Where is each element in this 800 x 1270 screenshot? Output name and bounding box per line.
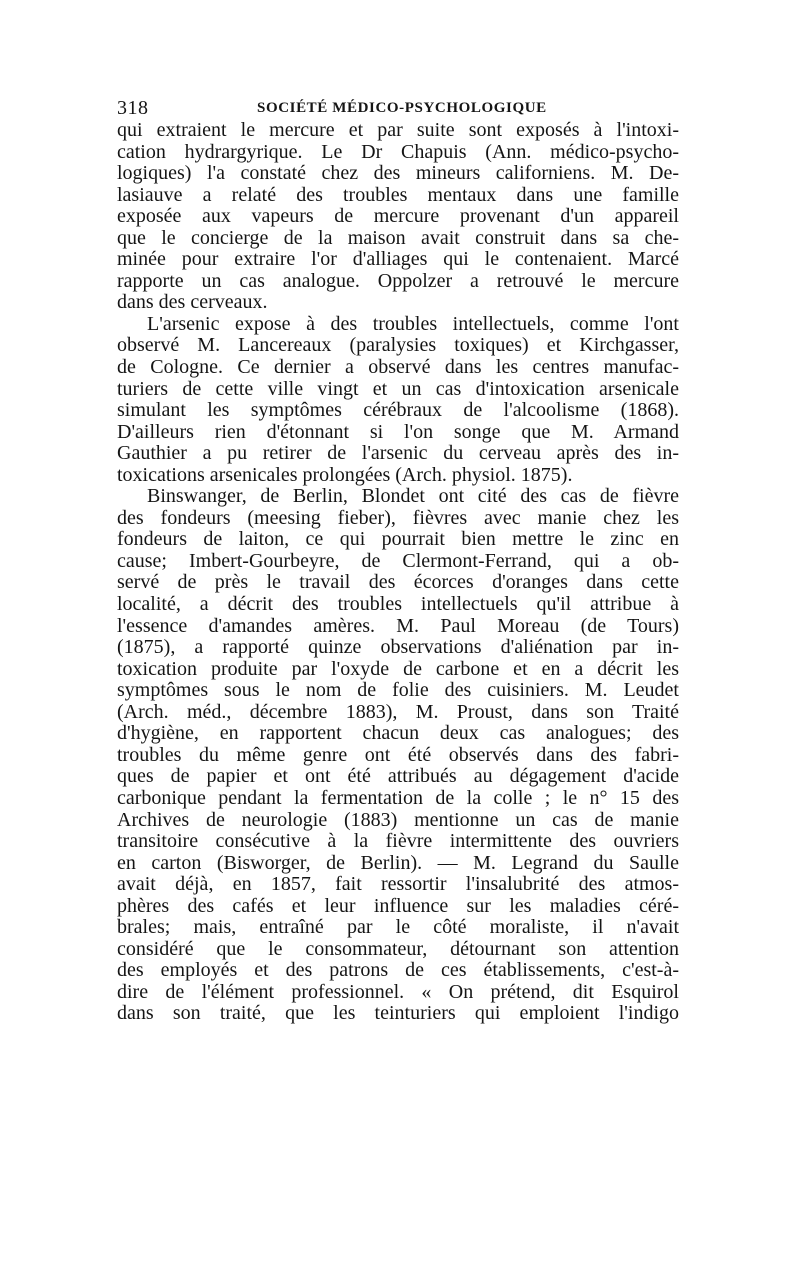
text-line: dans son traité, que les teinturiers qui emploient l'indigo (117, 1002, 679, 1025)
text-line: que le concierge de la maison avait construit dans sa che- (117, 226, 679, 249)
text-line: qui extraient le mercure et par suite sont exposés à l'intoxi- (117, 119, 679, 141)
text-line: observé M. Lancereaux (paralysies toxiques) et Kirchgasser, (117, 334, 679, 357)
text-line: exposée aux vapeurs de mercure provenant d'un appareil (117, 205, 679, 228)
text-line: lasiauve a relaté des troubles mentaux dans une famille (117, 183, 679, 206)
text-line: cause; Imbert-Gourbeyre, de Clermont-Ferrand, qui a ob- (117, 549, 679, 572)
text-line: d'hygiène, en rapportent chacun deux cas analogues; des (117, 722, 679, 745)
text-line: turiers de cette ville vingt et un cas d'intoxication arsenicale (117, 377, 679, 400)
text-line: en carton (Bisworger, de Berlin). — M. Legrand du Saulle (117, 851, 679, 874)
text-line: toxications arsenicales prolongées (Arch. physiol. 1875). (117, 463, 573, 486)
text-line: localité, a décrit des troubles intellectuels qu'il attribue à (117, 593, 679, 616)
text-line: minée pour extraire l'or d'alliages qui le contenaient. Marcé (117, 248, 679, 271)
text-line: transitoire consécutive à la fièvre intermittente des ouvriers (117, 830, 679, 853)
text-line: dire de l'élément professionnel. « On prétend, dit Esquirol (117, 980, 679, 1003)
text-line: considéré que le consommateur, détournant son attention (117, 937, 679, 960)
page-header (117, 97, 677, 121)
text-line: ques de papier et ont été attribués au dégagement d'acide (117, 765, 679, 788)
text-line: servé de près le travail des écorces d'oranges dans cette (117, 571, 679, 594)
page-number: 318 (117, 97, 149, 119)
text-line: symptômes sous le nom de folie des cuisiniers. M. Leudet (117, 679, 679, 702)
text-line: des employés et des patrons de ces établissements, c'est-à- (117, 959, 679, 982)
text-line: de Cologne. Ce dernier a observé dans les centres manufac- (117, 356, 679, 379)
text-line: troubles du même genre ont été observés dans des fabri- (117, 743, 679, 766)
text-line: (Arch. méd., décembre 1883), M. Proust, dans son Traité (117, 700, 679, 723)
text-line: simulant les symptômes cérébraux de l'alcoolisme (1868). (117, 399, 679, 422)
text-line: cation hydrargyrique. Le Dr Chapuis (Ann. médico-psycho- (117, 140, 679, 163)
text-line: avait déjà, en 1857, fait ressortir l'insalubrité des atmos- (117, 873, 679, 896)
text-line: (1875), a rapporté quinze observations d'aliénation par in- (117, 636, 679, 659)
text-line: brales; mais, entraîné par le côté moraliste, il n'avait (117, 916, 679, 939)
text-line: phères des cafés et leur influence sur les maladies céré- (117, 894, 679, 917)
text-line: L'arsenic expose à des troubles intellectuels, comme l'ont (147, 312, 679, 335)
text-line: rapporte un cas analogue. Oppolzer a retrouvé le mercure (117, 269, 679, 292)
text-line: Archives de neurologie (1883) mentionne un cas de manie (117, 808, 679, 831)
body-text (117, 120, 679, 1025)
text-line: logiques) l'a constaté chez des mineurs californiens. M. De- (117, 162, 679, 185)
text-line: Binswanger, de Berlin, Blondet ont cité des cas de fièvre (147, 485, 679, 508)
text-line: Gauthier a pu retirer de l'arsenic du cerveau après des in- (117, 442, 679, 465)
text-line: fondeurs de laiton, ce qui pourrait bien mettre le zinc en (117, 528, 679, 551)
text-line: dans des cerveaux. (117, 291, 268, 314)
text-line: l'essence d'amandes amères. M. Paul Moreau (de Tours) (117, 614, 679, 637)
text-line: toxication produite par l'oxyde de carbone et en a décrit les (117, 657, 679, 680)
text-line: des fondeurs (meesing fieber), fièvres avec manie chez les (117, 506, 679, 529)
text-line: D'ailleurs rien d'étonnant si l'on songe que M. Armand (117, 420, 679, 443)
running-title: SOCIÉTÉ MÉDICO-PSYCHOLOGIQUE (257, 100, 547, 116)
text-line: carbonique pendant la fermentation de la colle ; le n° 15 des (117, 786, 679, 809)
